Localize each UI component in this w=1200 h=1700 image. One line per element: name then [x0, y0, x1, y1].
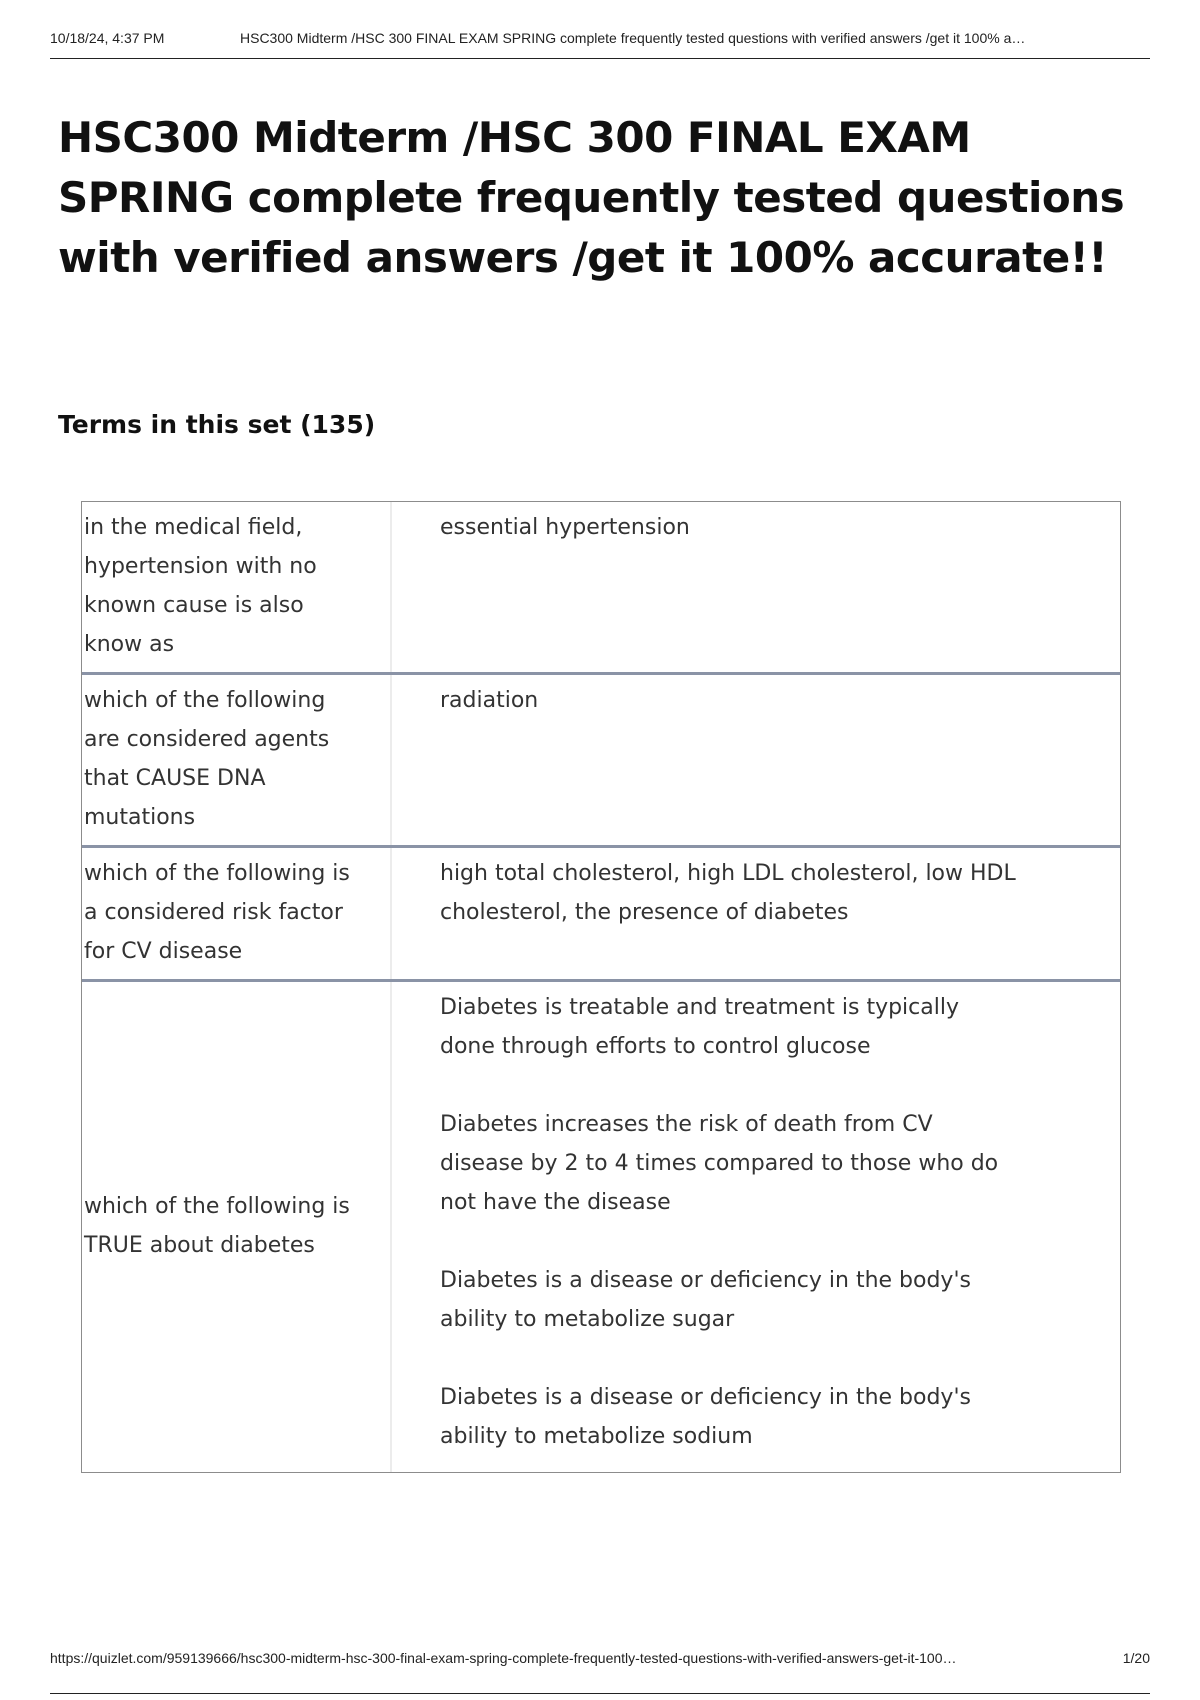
footer-divider	[50, 1693, 1150, 1694]
definition-text	[392, 848, 1120, 979]
definition-paragraph: Diabetes is a disease or deficiency in the body's ability to metabolize sugar	[440, 1268, 971, 1332]
term-text: which of the following is a considered risk factor for CV disease	[82, 848, 392, 979]
definition-paragraph: Diabetes increases the risk of death from CV disease by 2 to 4 times compared to those who do not have the disease	[440, 1112, 999, 1215]
term-row	[82, 672, 1120, 845]
definition-paragraph: high total cholesterol, high LDL cholesterol, low HDL cholesterol, the presence of diabetes	[440, 861, 1016, 925]
definition-text	[392, 982, 1120, 1472]
terms-table	[81, 501, 1121, 1473]
definition-paragraph: Diabetes is a disease or deficiency in the body's ability to metabolize sodium	[440, 1385, 971, 1449]
source-url: https://quizlet.com/959139666/hsc300-midterm-hsc-300-final-exam-spring-complete-frequently-tested-questions-with-verified-answers-get-it-100…	[50, 1650, 957, 1666]
term-text	[82, 982, 392, 1472]
print-page-title: HSC300 Midterm /HSC 300 FINAL EXAM SPRING complete frequently tested questions with verified answers /get it 100% a…	[240, 30, 1026, 46]
page-number: 1/20	[1122, 1650, 1150, 1666]
definition-text	[392, 502, 1120, 672]
term-text-content: which of the following is TRUE about diabetes	[84, 1194, 350, 1258]
term-text: which of the following are considered agents that CAUSE DNA mutations	[82, 675, 392, 845]
page-title: HSC300 Midterm /HSC 300 FINAL EXAM SPRING complete frequently tested questions with verified answers /get it 100% accurate!!	[58, 113, 1125, 282]
definition-paragraph: essential hypertension	[440, 515, 690, 540]
print-header	[50, 30, 1150, 59]
term-row	[82, 979, 1120, 1472]
terms-count-heading: Terms in this set (135)	[58, 410, 376, 439]
definition-paragraph: radiation	[440, 688, 539, 713]
term-row	[82, 845, 1120, 979]
term-row	[82, 502, 1120, 672]
definition-paragraph: Diabetes is treatable and treatment is typically done through efforts to control glucose	[440, 995, 959, 1059]
print-datetime: 10/18/24, 4:37 PM	[50, 30, 165, 46]
definition-text	[392, 675, 1120, 845]
term-text: in the medical field, hypertension with no known cause is also know as	[82, 502, 392, 672]
